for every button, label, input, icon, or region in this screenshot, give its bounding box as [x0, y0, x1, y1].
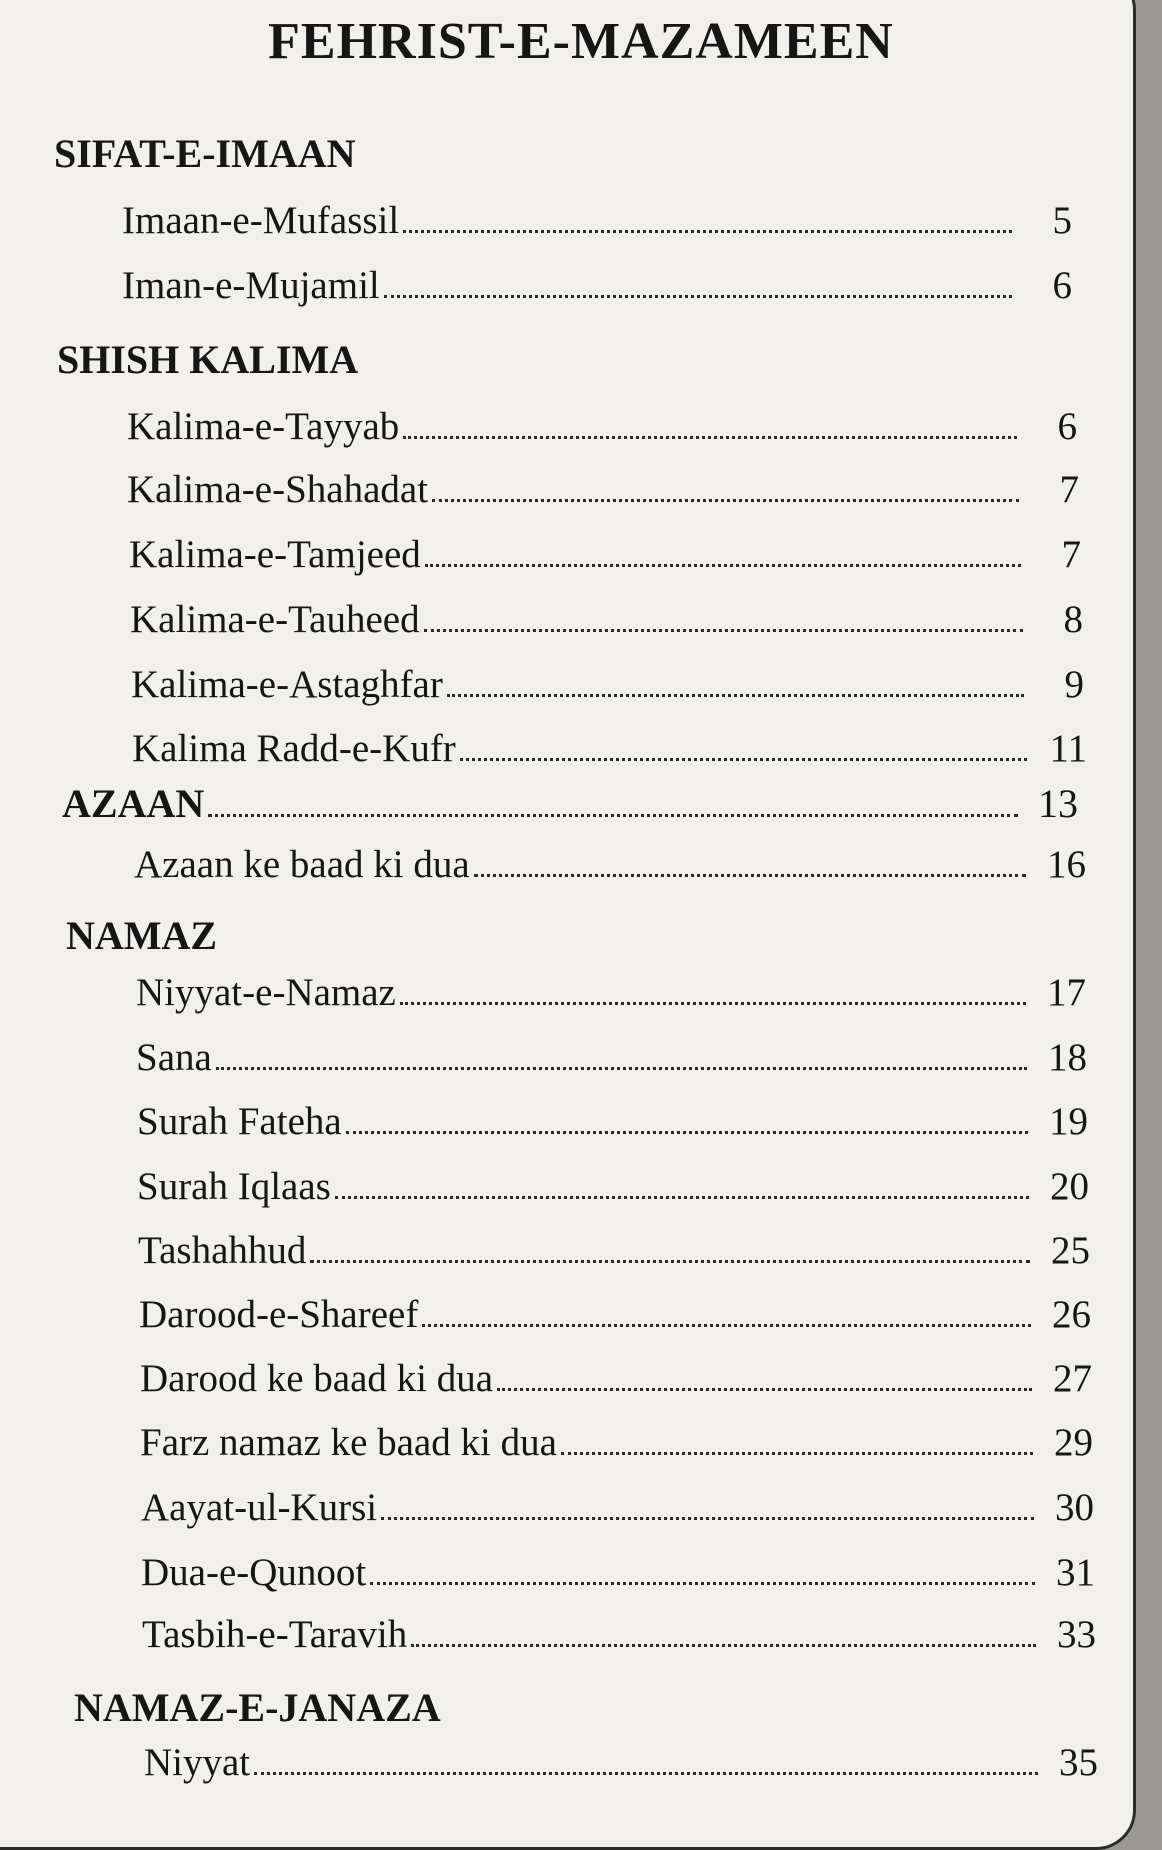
- dot-leader: [425, 564, 1021, 567]
- entry-label: Kalima Radd-e-Kufr: [132, 727, 456, 770]
- entry-label: Iman-e-Mujamil: [122, 264, 380, 307]
- entry-label: Kalima-e-Astaghfar: [131, 663, 443, 706]
- dot-leader: [208, 814, 1018, 817]
- entry-label: Dua-e-Qunoot: [141, 1551, 367, 1594]
- dot-leader: [403, 436, 1017, 439]
- section-heading-shish-kalima: SHISH KALIMA: [57, 337, 359, 382]
- toc-entry[interactable]: [132, 726, 1087, 772]
- entry-page-number: 7: [1061, 533, 1081, 576]
- entry-label: Niyyat: [144, 1741, 251, 1784]
- entry-page-number: 16: [1047, 843, 1086, 886]
- entry-page-number: 29: [1054, 1421, 1093, 1464]
- entry-page-number: 26: [1052, 1293, 1091, 1336]
- toc-entry[interactable]: [122, 198, 1072, 244]
- toc-entry[interactable]: [134, 842, 1086, 888]
- toc-section-entry-azaan[interactable]: [62, 780, 1078, 826]
- dot-leader: [254, 1772, 1038, 1775]
- toc-entry[interactable]: [144, 1740, 1098, 1786]
- dot-leader: [381, 1517, 1034, 1520]
- dot-leader: [216, 1067, 1027, 1070]
- entry-label: Tasbih-e-Taravih: [142, 1613, 408, 1656]
- dot-leader: [400, 1002, 1026, 1005]
- entry-label: Kalima-e-Shahadat: [127, 468, 429, 511]
- entry-page-number: 8: [1063, 598, 1083, 641]
- entry-page-number: 20: [1050, 1165, 1089, 1208]
- section-heading-sifat-e-imaan: SIFAT-E-IMAAN: [54, 131, 356, 176]
- entry-label: Darood-e-Shareef: [139, 1293, 419, 1336]
- toc-entry[interactable]: [140, 1356, 1092, 1402]
- section-heading-azaan: AZAAN: [62, 781, 205, 826]
- toc-entry[interactable]: [130, 597, 1083, 643]
- entry-label: Tashahhud: [138, 1229, 307, 1272]
- dot-leader: [474, 874, 1026, 877]
- entry-label: Surah Fateha: [137, 1100, 342, 1143]
- entry-label: Kalima-e-Tauheed: [130, 598, 420, 641]
- entry-page-number: 27: [1053, 1357, 1092, 1400]
- dot-leader: [432, 499, 1019, 502]
- entry-page-number: 35: [1059, 1741, 1098, 1784]
- toc-entry[interactable]: [127, 467, 1079, 513]
- dot-leader: [310, 1260, 1030, 1263]
- entry-label: Imaan-e-Mufassil: [122, 199, 400, 242]
- entry-page-number: 6: [1057, 405, 1077, 448]
- dot-leader: [403, 230, 1012, 233]
- toc-entry[interactable]: [127, 404, 1077, 450]
- toc-entry[interactable]: [129, 532, 1081, 578]
- entry-label: Aayat-ul-Kursi: [141, 1486, 378, 1529]
- entry-page-number: 18: [1048, 1036, 1087, 1079]
- section-heading-namaz-e-janaza: NAMAZ-E-JANAZA: [74, 1685, 441, 1730]
- toc-entry[interactable]: [136, 1035, 1087, 1081]
- dot-leader: [346, 1131, 1028, 1134]
- dot-leader: [384, 295, 1012, 298]
- entry-page-number: 30: [1055, 1486, 1094, 1529]
- entry-label: Niyyat-e-Namaz: [136, 971, 396, 1014]
- entry-page-number: 11: [1049, 727, 1087, 770]
- entry-label: Azaan ke baad ki dua: [134, 843, 470, 886]
- entry-page-number: 13: [1038, 781, 1078, 826]
- toc-entry[interactable]: [138, 1228, 1090, 1274]
- dot-leader: [497, 1388, 1032, 1391]
- toc-entry[interactable]: [141, 1485, 1094, 1531]
- entry-page-number: 17: [1047, 971, 1086, 1014]
- toc-entry[interactable]: [141, 1550, 1095, 1596]
- entry-page-number: 9: [1064, 663, 1084, 706]
- toc-entry[interactable]: [136, 970, 1086, 1016]
- dot-leader: [447, 694, 1024, 697]
- entry-page-number: 31: [1056, 1551, 1095, 1594]
- dot-leader: [422, 1324, 1031, 1327]
- entry-page-number: 5: [1052, 199, 1072, 242]
- dot-leader: [424, 629, 1023, 632]
- entry-label: Darood ke baad ki dua: [140, 1357, 494, 1400]
- dot-leader: [561, 1452, 1033, 1455]
- toc-entry[interactable]: [142, 1612, 1096, 1658]
- toc-entry[interactable]: [137, 1164, 1089, 1210]
- entry-label: Sana: [136, 1036, 212, 1079]
- entry-page-number: 6: [1052, 264, 1072, 307]
- toc-entry[interactable]: [131, 662, 1084, 708]
- entry-label: Kalima-e-Tamjeed: [129, 533, 421, 576]
- entry-label: Kalima-e-Tayyab: [127, 405, 400, 448]
- entry-label: Surah Iqlaas: [137, 1165, 331, 1208]
- section-heading-namaz: NAMAZ: [66, 913, 218, 958]
- dot-leader: [335, 1196, 1029, 1199]
- entry-label: Farz namaz ke baad ki dua: [140, 1421, 557, 1464]
- toc-entry[interactable]: [140, 1420, 1093, 1466]
- toc-entry[interactable]: [139, 1292, 1091, 1338]
- dot-leader: [370, 1582, 1035, 1585]
- toc-entry[interactable]: [122, 263, 1072, 309]
- entry-page-number: 33: [1057, 1613, 1096, 1656]
- entry-page-number: 7: [1059, 468, 1079, 511]
- dot-leader: [411, 1644, 1036, 1647]
- page-title: FEHRIST-E-MAZAMEEN: [268, 13, 894, 70]
- dot-leader: [460, 758, 1027, 761]
- entry-page-number: 19: [1049, 1100, 1088, 1143]
- entry-page-number: 25: [1051, 1229, 1090, 1272]
- toc-entry[interactable]: [137, 1099, 1088, 1145]
